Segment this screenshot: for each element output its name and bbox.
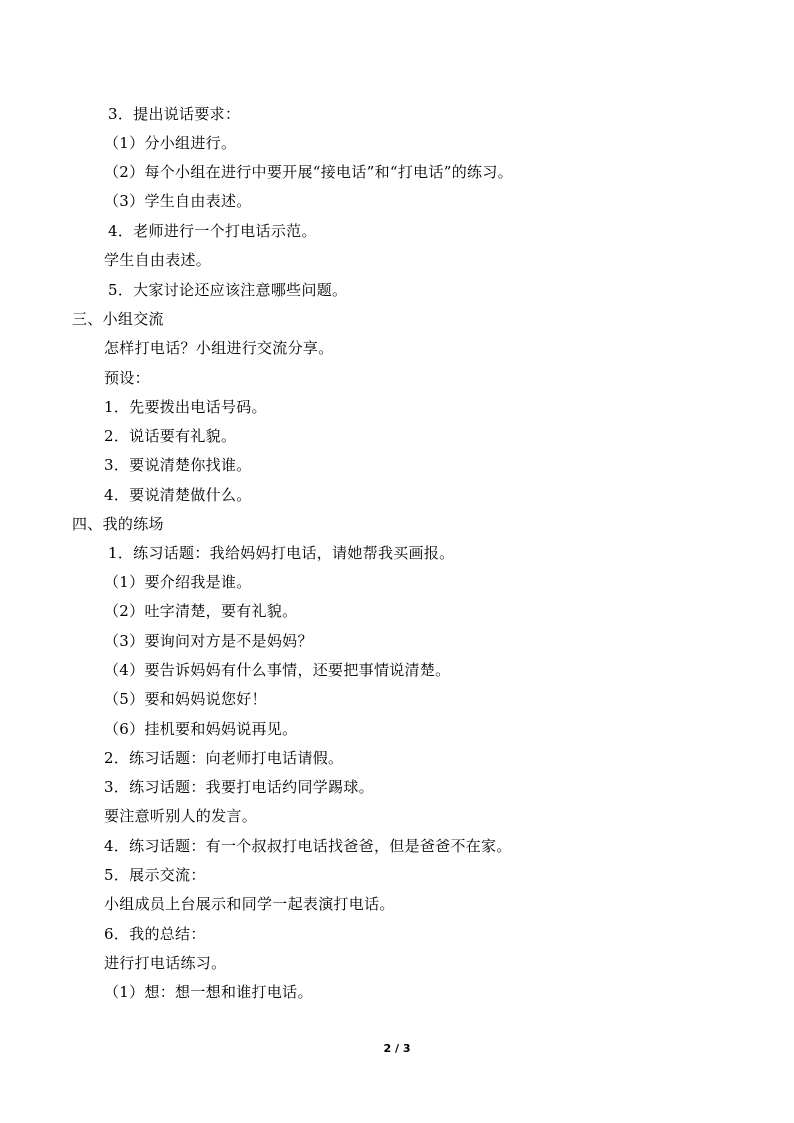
text-line: （1）分小组进行。 (104, 134, 237, 152)
text-line: （5）要和妈妈说您好！ (104, 690, 267, 708)
text-line: （1）要介绍我是谁。 (104, 573, 252, 591)
text-line: 4．老师进行一个打电话示范。 (108, 222, 317, 240)
text-line: 5．大家讨论还应该注意哪些问题。 (108, 281, 348, 299)
page-number: 2 / 3 (383, 1042, 411, 1055)
text-line: 进行打电话练习。 (104, 954, 227, 972)
text-line: 怎样打电话？小组进行交流分享。 (104, 339, 334, 357)
text-line: 小组成员上台展示和同学一起表演打电话。 (104, 895, 395, 913)
text-line: （3）要询问对方是不是妈妈？ (104, 632, 313, 650)
text-line: 1．先要拨出电话号码。 (104, 398, 267, 416)
text-line: 4．要说清楚做什么。 (104, 486, 252, 504)
text-line: 1．练习话题：我给妈妈打电话，请她帮我买画报。 (108, 544, 455, 562)
text-line: 学生自由表述。 (104, 251, 212, 269)
section-heading: 四、我的练场 (72, 515, 164, 533)
text-line: （2）每个小组在进行中要开展“接电话”和“打电话”的练习。 (104, 163, 513, 181)
text-line: 3．提出说话要求： (108, 105, 241, 123)
text-line: 要注意听别人的发言。 (104, 807, 258, 825)
text-line: （3）学生自由表述。 (104, 192, 252, 210)
text-line: 5．展示交流： (104, 866, 206, 884)
section-heading: 三、小组交流 (72, 310, 164, 328)
text-line: 2．练习话题：向老师打电话请假。 (104, 749, 344, 767)
text-line: （6）挂机要和妈妈说再见。 (104, 720, 298, 738)
text-line: 3．要说清楚你找谁。 (104, 456, 252, 474)
text-line: 4．练习话题：有一个叔叔打电话找爸爸，但是爸爸不在家。 (104, 837, 512, 855)
text-line: （4）要告诉妈妈有什么事情，还要把事情说清楚。 (104, 661, 451, 679)
text-line: 2．说话要有礼貌。 (104, 427, 237, 445)
text-line: （1）想：想一想和谁打电话。 (104, 983, 313, 1001)
text-line: 3．练习话题：我要打电话约同学踢球。 (104, 778, 374, 796)
text-line: （2）吐字清楚，要有礼貌。 (104, 602, 298, 620)
text-line: 预设： (104, 369, 150, 387)
text-line: 6．我的总结： (104, 925, 206, 943)
